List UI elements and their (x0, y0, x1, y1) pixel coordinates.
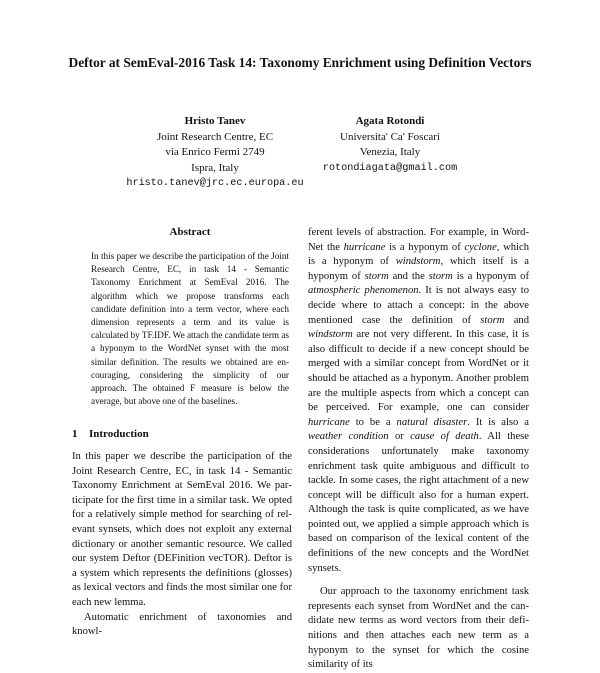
term-cyclone: cyclone (464, 241, 497, 253)
text-run: is a hyponym of (452, 270, 529, 282)
text-run: and the (388, 270, 429, 282)
right-column-paragraph-1 (308, 226, 529, 576)
author-name: Agata Rotondi (355, 115, 425, 127)
author-address: via Enrico Fermi 2749 (165, 146, 265, 159)
term-storm: storm (428, 270, 453, 282)
section-heading-introduction (72, 428, 292, 440)
intro-paragraph-1: In this paper we describe the participation of the Joint Research Centre, EC, in task 14 - Semantic Taxonomy Enrichment at SemEval 2016. We participate for the first time in a similar task. We opted for a relatively simple method for searching of relevant synsets, which does not exploit any external dictionary or another semantic resource. We called our system Deftor (DEFinition vecTOR). Deftor is a system which represents the definitions (glosses) as lexical vectors and finds the most similar one for each new lemma. (72, 451, 292, 608)
paper-title: Deftor at SemEval-2016 Task 14: Taxonomy Enrichment using Definition Vectors (68, 55, 532, 70)
author-address: Venezia, Italy (359, 146, 421, 159)
abstract-text: In this paper we describe the participation of the Joint Research Centre, EC, in task 14 - Semantic Taxonomy Enrichment at SemEval 2016. The algorithm which we propose transforms each candidate definition into a term vector, where each dimension represents a term and its value is calculated by TF.IDF. We attach the candidate term as a hyponym to the WordNet synset with the most similar definition. The results we obtained are encouraging, considering the simplicity of our approach. The obtained F measure is below the average, but above one of the baselines. (91, 251, 289, 407)
text-run: . It is also a (467, 416, 529, 428)
term-cause-of-death: cause of death (410, 431, 479, 443)
right-column (308, 226, 529, 673)
intro-paragraph-2: Automatic enrichment of taxonomies and knowl- (72, 611, 292, 638)
section-title: Introduction (89, 428, 149, 440)
term-atmospheric-phenomenon: atmospheric phenomenon (308, 285, 419, 297)
author-affiliation: Universita' Ca' Foscari (340, 130, 440, 143)
author-email: rotondiagata@gmail.com (322, 162, 458, 174)
term-windstorm: windstorm (308, 329, 353, 341)
term-hurricane: hurricane (308, 416, 350, 428)
text-run: ferent levels of abstraction. For example, in WordNet the (308, 227, 529, 253)
author-city: Ispra, Italy (191, 161, 239, 174)
author-email: hristo.tanev@jrc.ec.europa.eu (126, 178, 304, 190)
author-block-2 (285, 114, 495, 176)
text-run: to be a (349, 416, 397, 428)
text-run: is a hyponym of (385, 241, 465, 253)
section-number: 1 (72, 428, 78, 440)
term-hurricane: hurricane (343, 241, 386, 253)
text-run: , which is a hyponym of (308, 241, 530, 268)
term-natural-disaster: natural disaster (396, 416, 468, 428)
introduction-body (72, 450, 292, 640)
text-run: or (388, 431, 411, 443)
author-affiliation: Joint Research Centre, EC (156, 130, 274, 143)
text-run: and (504, 314, 529, 326)
term-weather-condition: weather condition (308, 431, 389, 443)
term-windstorm: windstorm (395, 256, 441, 268)
term-storm: storm (480, 314, 505, 326)
author-name: Hristo Tanev (184, 115, 246, 127)
right-column-paragraph-2: Our approach to the taxonomy enrichment task represents each synset from WordNet and the candidate new terms as word vectors from their definitions and then attaches each new term as a hyponym to the synset for which the cosine similarity of its (308, 586, 529, 671)
text-run: , which itself is a hyponym of (308, 256, 529, 282)
abstract-heading: Abstract (169, 226, 211, 238)
text-run: . All these considerations unfortunately make taxonomy enrichment task quite ambiguous and difficult to tackle. In some cases, the right attachment of a new concept will be difficult also for a human expert. Although the task is quite complicated, as we have pointed out, we applied a simple approach which is based on comparison of the lexical content of the definitions of the new concepts and the WordNet synsets. (308, 431, 529, 574)
text-run: are not very different. In this case, it is also difficult to decide if a new concept should be merged with a similar concept from WordNet or it should be attached as a hyponym. Another problem are the multiple aspects from which a concept can be perceived. For example, one can consider (308, 329, 529, 414)
abstract-body (91, 250, 289, 408)
term-storm: storm (364, 270, 389, 282)
text-run: . It is not always easy to decide where to attach a concept: in the above mentioned case the definition of (308, 285, 529, 326)
